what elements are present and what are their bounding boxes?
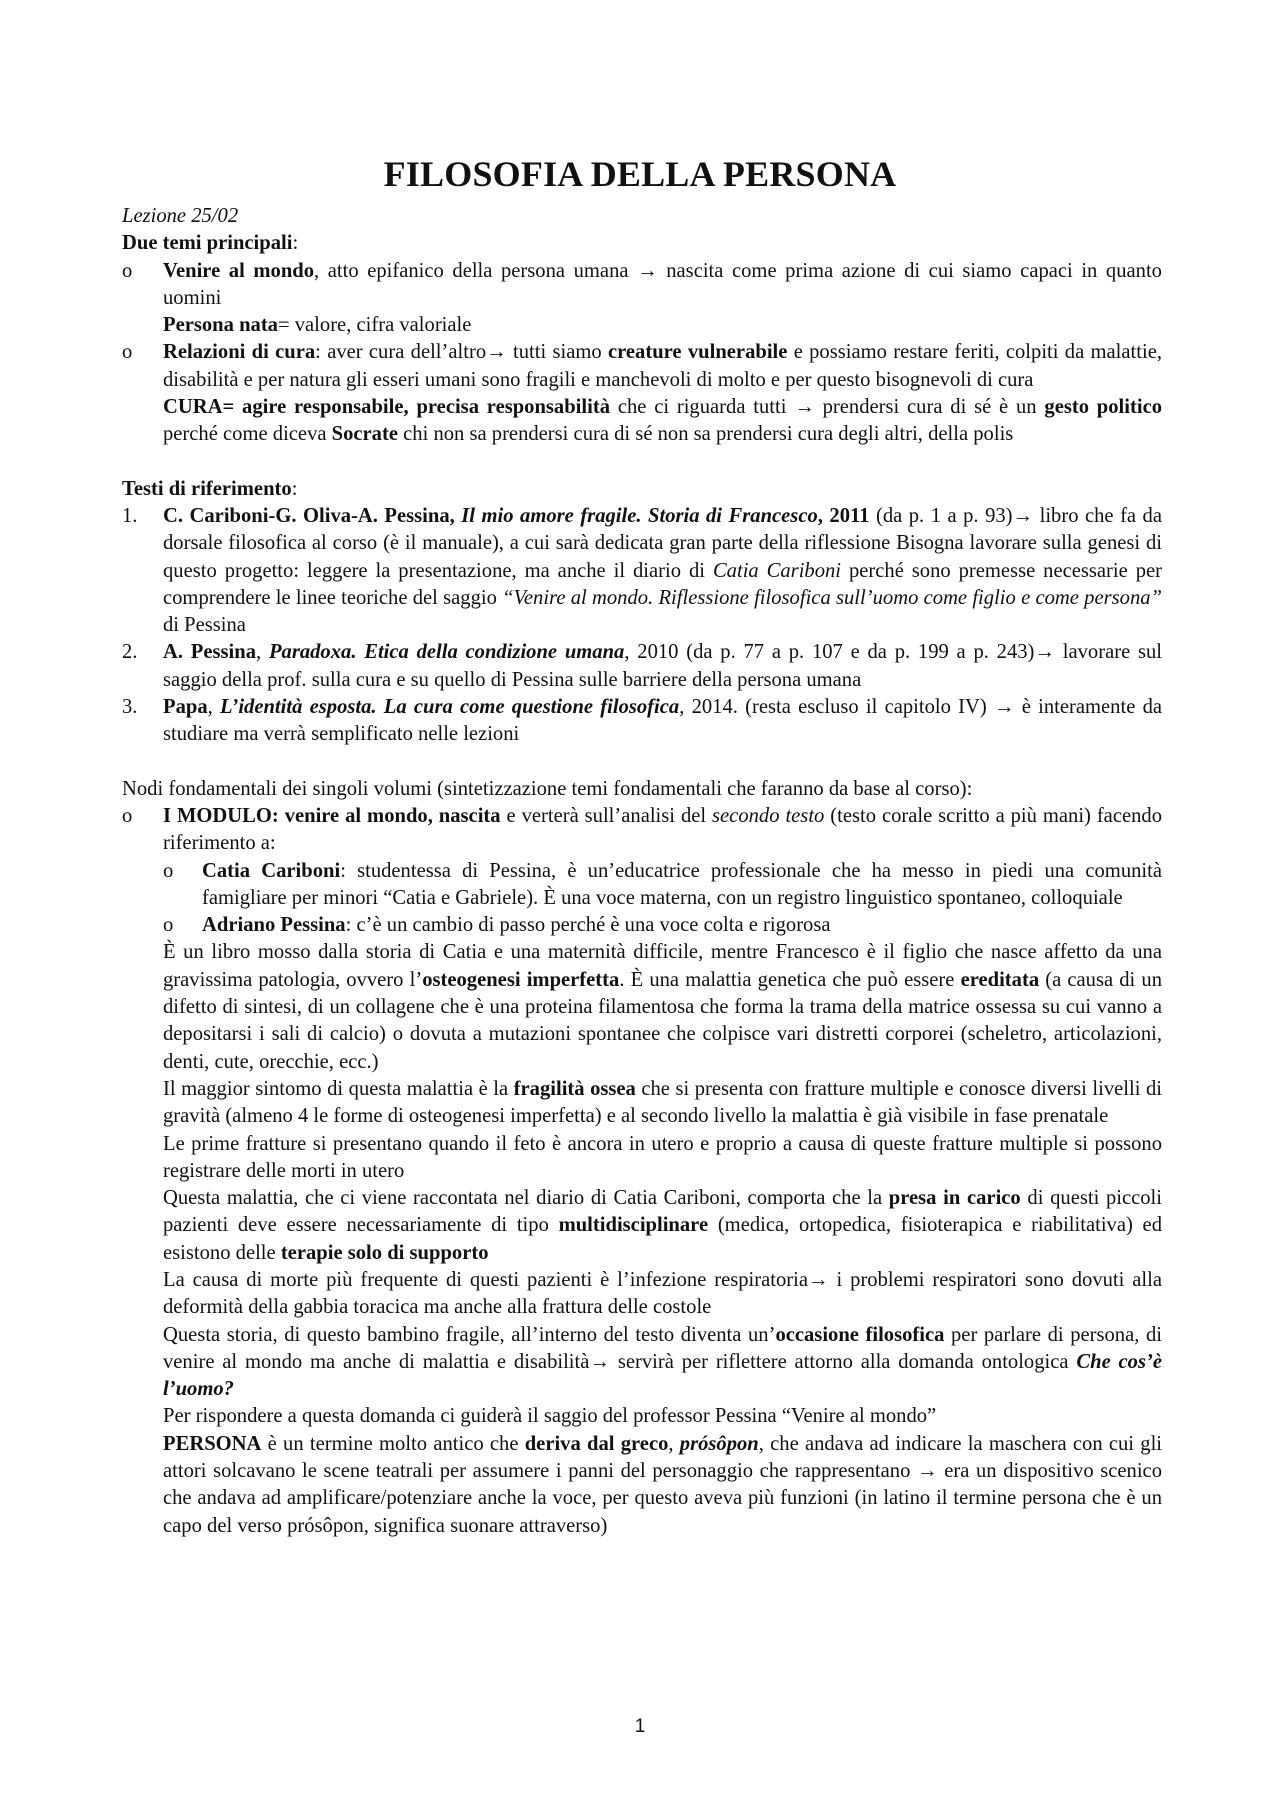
- list-item-relazioni-di-cura: o Relazioni di cura: aver cura dell’altro→ tutti siamo creature vulnerabile e possiamo restare feriti, colpiti da malattie, disabilità e per natura gli esseri umani sono fragili e manchevoli di molto e per questo bisognevoli di cura CURA= agire responsabile, precisa responsabilità che ci riguarda tutti → prendersi cura di sé è un gesto politico perché come diceva Socrate chi non sa prendersi cura di sé non sa prendersi cura degli altri, della polis: [122, 341, 1163, 446]
- refs-heading: Testi di riferimento:: [122, 477, 298, 500]
- sub-item-catia: o Catia Cariboni: studentessa di Pessina, è un’educatrice professionale che ha messo in piedi una comunità famigliare per minori “Catia e Gabriele). È una voce materna, con un registro linguistico spontaneo, colloquiale: [163, 859, 1162, 909]
- paragraph: Il maggior sintomo di questa malattia è la fragilità ossea che si presenta con fratture multiple e conosce diversi livelli di gravità (almeno 4 le forme di osteogenesi imperfetta) e al secondo livello la malattia è già visibile in fase prenatale: [163, 1077, 1162, 1128]
- module-item: o I MODULO: venire al mondo, nascita e verterà sull’analisi del secondo testo (testo corale scritto a più mani) facendo riferimento a:: [122, 804, 1162, 855]
- lesson-date: Lezione 25/02: [122, 205, 239, 227]
- document-body: [122, 203, 1162, 1540]
- nodes-intro: Nodi fondamentali dei singoli volumi (sintetizzazione temi fondamentali che faranno da base al corso):: [122, 777, 973, 800]
- paragraph: PERSONA è un termine molto antico che deriva dal greco, prósôpon, che andava ad indicare la maschera con cui gli attori solcavano le scene teatrali per assumere i panni del personaggio che rappresentano → era un dispositivo scenico che andava ad amplificare/potenziare anche la voce, per questo aveva più funzioni (in latino il termine persona che è un capo del verso prósôpon, significa suonare attraverso): [163, 1432, 1163, 1537]
- reference-item: 2. A. Pessina, Paradoxa. Etica della condizione umana, 2010 (da p. 77 a p. 107 e da p. 199 a p. 243)→ lavorare sul saggio della prof. sulla cura e su quello di Pessina sulle barriere della persona umana: [122, 641, 1163, 691]
- reference-item: 3. Papa, L’identità esposta. La cura come questione filosofica, 2014. (resta escluso il capitolo IV) → è interamente da studiare ma verrà semplificato nelle lezioni: [122, 696, 1163, 746]
- paragraph: La causa di morte più frequente di questi pazienti è l’infezione respiratoria→ i problemi respiratori sono dovuti alla deformità della gabbia toracica ma anche alla frattura delle costole: [163, 1268, 1162, 1319]
- paragraph: Questa storia, di questo bambino fragile, all’interno del testo diventa un’occasione filosofica per parlare di persona, di venire al mondo ma anche di malattia e disabilità→ servirà per riflettere attorno alla domanda ontologica Che cos’è l’uomo?: [163, 1323, 1162, 1401]
- page-number: 1: [634, 1716, 646, 1737]
- paragraph: È un libro mosso dalla storia di Catia e una maternità difficile, mentre Francesco è il figlio che nasce affetto da una gravissima patologia, ovvero l’osteogenesi imperfetta. È una malattia genetica che può essere ereditata (a causa di un difetto di sintesi, di un collagene che è una proteina filamentosa che forma la trama della matrice ossessa su cui vanno a depositarsi i sali di calcio) o dovuta a mutazioni spontanee che colpisce vari distretti corporei (scheletro, articolazioni, denti, cute, orecchie, ecc.): [163, 941, 1163, 1073]
- page-title: FILOSOFIA DELLA PERSONA: [383, 154, 897, 194]
- paragraph: Questa malattia, che ci viene raccontata nel diario di Catia Cariboni, comporta che la presa in carico di questi piccoli pazienti deve essere necessariamente di tipo multidisciplinare (medica, ortopedica, fisioterapica e riabilitativa) ed esistono delle terapie solo di supporto: [163, 1187, 1162, 1264]
- reference-item: 1. C. Cariboni-G. Oliva-A. Pessina, Il mio amore fragile. Storia di Francesco, 2011 (da p. 1 a p. 93)→ libro che fa da dorsale filosofica al corso (è il manuale), a cui sarà dedicata gran parte della riflessione Bisogna lavorare sulla genesi di questo progetto: leggere la presentazione, ma anche il diario di Catia Cariboni perché sono premesse necessarie per comprendere le linee teoriche del saggio “Venire al mondo. Riflessione filosofica sull’uomo come figlio e come persona” di Pessina: [122, 504, 1162, 637]
- paragraph: Per rispondere a questa domanda ci guiderà il saggio del professor Pessina “Venire al mondo”: [163, 1405, 937, 1428]
- paragraph: Le prime fratture si presentano quando il feto è ancora in utero e proprio a causa di queste fratture multiple si possono registrare delle morti in utero: [163, 1132, 1162, 1182]
- sub-item-adriano: o Adriano Pessina: c’è un cambio di passo perché è una voce colta e rigorosa: [163, 914, 831, 937]
- list-item-venire-al-mondo: o Venire al mondo, atto epifanico della persona umana → nascita come prima azione di cui siamo capaci in quanto uomini Persona nata= valore, cifra valoriale: [122, 259, 1162, 337]
- intro-heading: Due temi principali:: [122, 232, 299, 255]
